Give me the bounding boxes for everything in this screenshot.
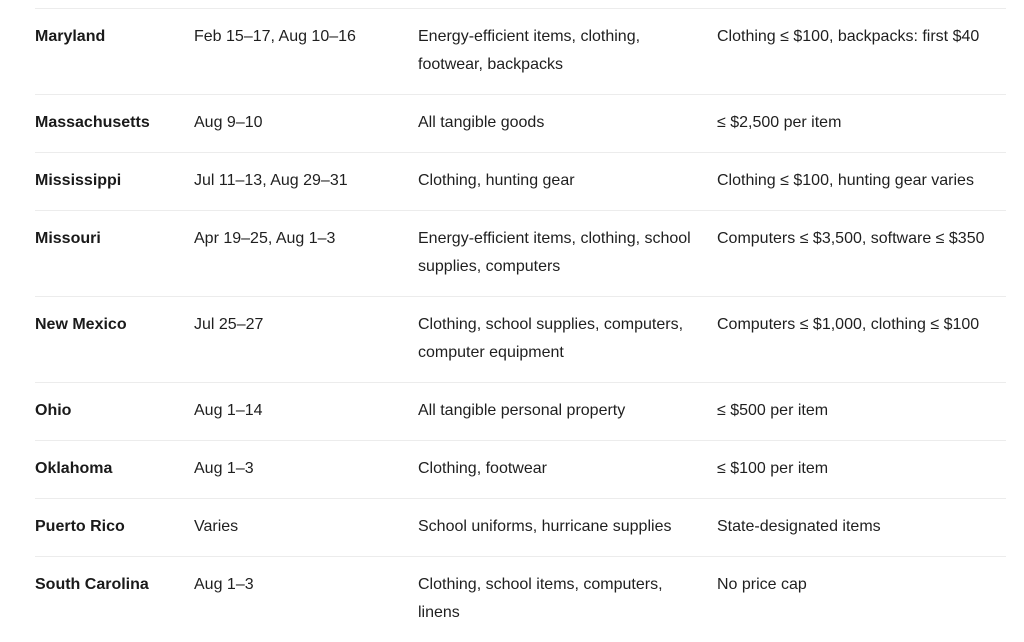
dates-cell: Aug 1–14 xyxy=(194,402,263,419)
dates-cell: Feb 15–17, Aug 10–16 xyxy=(194,28,356,45)
table-row xyxy=(35,297,1006,383)
tax-holiday-table xyxy=(35,8,1006,642)
state-cell: New Mexico xyxy=(35,316,127,333)
state-cell: Maryland xyxy=(35,28,106,45)
dates-cell: Apr 19–25, Aug 1–3 xyxy=(194,230,336,247)
items-cell: Clothing, hunting gear xyxy=(418,172,575,189)
table-row xyxy=(35,499,1006,557)
items-cell: All tangible goods xyxy=(418,114,545,131)
items-cell: Clothing, school supplies, computers, computer equipment xyxy=(418,316,684,361)
table-row xyxy=(35,153,1006,211)
state-cell: Mississippi xyxy=(35,172,122,189)
items-cell: Clothing, footwear xyxy=(418,460,547,477)
limits-cell: Clothing ≤ $100, backpacks: first $40 xyxy=(717,28,980,45)
dates-cell: Aug 1–3 xyxy=(194,576,254,593)
table-row xyxy=(35,95,1006,153)
state-cell: Puerto Rico xyxy=(35,518,125,535)
dates-cell: Aug 1–3 xyxy=(194,460,254,477)
items-cell: School uniforms, hurricane supplies xyxy=(418,518,672,535)
limits-cell: Computers ≤ $1,000, clothing ≤ $100 xyxy=(717,316,980,333)
items-cell: Energy-efficient items, clothing, footwear, backpacks xyxy=(418,28,641,73)
items-cell: Energy-efficient items, clothing, school supplies, computers xyxy=(418,230,691,275)
table-row xyxy=(35,9,1006,95)
table-row xyxy=(35,441,1006,499)
items-cell: All tangible personal property xyxy=(418,402,626,419)
dates-cell: Aug 9–10 xyxy=(194,114,263,131)
dates-cell: Jul 11–13, Aug 29–31 xyxy=(194,172,348,189)
state-cell: Oklahoma xyxy=(35,460,113,477)
table-row xyxy=(35,557,1006,642)
table-row xyxy=(35,211,1006,297)
state-cell: Massachusetts xyxy=(35,114,150,131)
limits-cell: Clothing ≤ $100, hunting gear varies xyxy=(717,172,974,189)
state-cell: Missouri xyxy=(35,230,101,247)
limits-cell: State-designated items xyxy=(717,518,881,535)
limits-cell: No price cap xyxy=(717,576,807,593)
limits-cell: ≤ $2,500 per item xyxy=(717,114,842,131)
limits-cell: ≤ $100 per item xyxy=(717,460,829,477)
table-row xyxy=(35,383,1006,441)
limits-cell: ≤ $500 per item xyxy=(717,402,829,419)
state-cell: South Carolina xyxy=(35,576,149,593)
limits-cell: Computers ≤ $3,500, software ≤ $350 xyxy=(717,230,985,247)
state-cell: Ohio xyxy=(35,402,72,419)
items-cell: Clothing, school items, computers, linens xyxy=(418,576,663,621)
dates-cell: Varies xyxy=(194,518,239,535)
dates-cell: Jul 25–27 xyxy=(194,316,264,333)
